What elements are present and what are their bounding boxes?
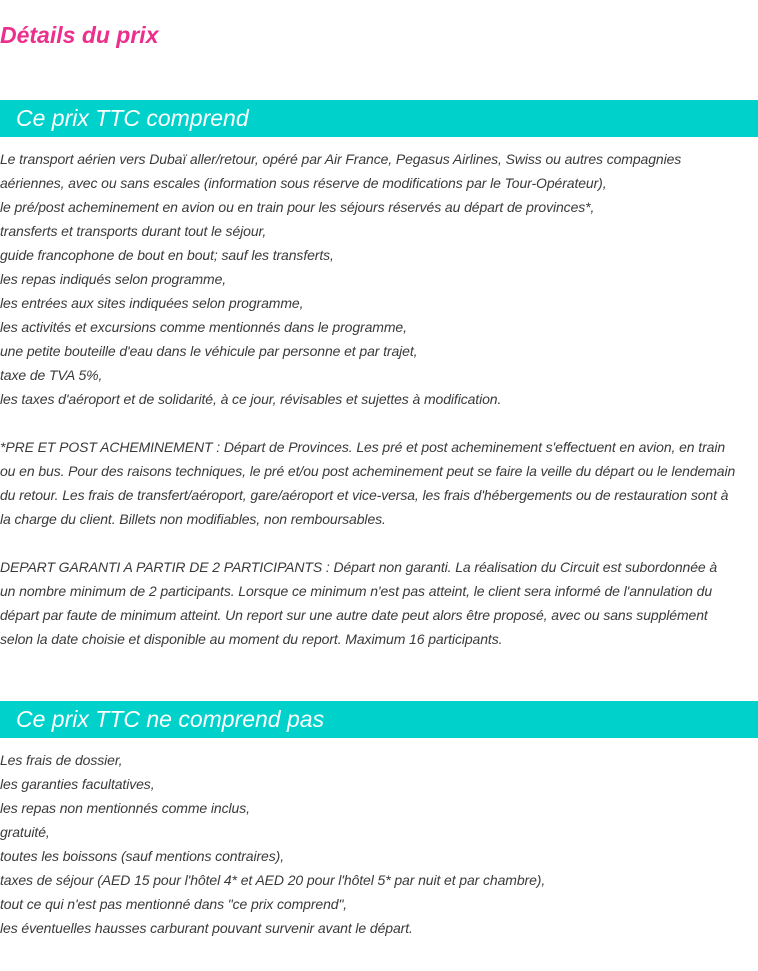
excluded-item: toutes les boissons (sauf mentions contraires),	[0, 848, 284, 864]
depart-garanti-note	[0, 555, 758, 651]
included-item: les repas indiqués selon programme,	[0, 271, 227, 287]
included-item: les entrées aux sites indiquées selon programme,	[0, 295, 304, 311]
excluded-item: les éventuelles hausses carburant pouvant survenir avant le départ.	[0, 920, 413, 936]
included-item: aériennes, avec ou sans escales (information sous réserve de modifications par le Tour-Opérateur),	[0, 175, 607, 191]
included-item: une petite bouteille d'eau dans le véhicule par personne et par trajet,	[0, 343, 418, 359]
included-section-header: Ce prix TTC comprend	[0, 100, 758, 137]
note-line: selon la date choisie et disponible au moment du report. Maximum 16 participants.	[0, 631, 503, 647]
note-line: un nombre minimum de 2 participants. Lorsque ce minimum n'est pas atteint, le client sera informé de l'annulation du	[0, 583, 713, 599]
excluded-item: taxes de séjour (AED 15 pour l'hôtel 4* et AED 20 pour l'hôtel 5* par nuit et par chambre),	[0, 872, 546, 888]
excluded-section-header: Ce prix TTC ne comprend pas	[0, 701, 758, 738]
preacheminement-note	[0, 435, 758, 531]
note-line: *PRE ET POST ACHEMINEMENT : Départ de Provinces. Les pré et post acheminement s'effectuent en avion, en train	[0, 439, 726, 455]
included-item: le pré/post acheminement en avion ou en train pour les séjours réservés au départ de provinces*,	[0, 199, 595, 215]
excluded-item: les repas non mentionnés comme inclus,	[0, 800, 250, 816]
included-item: Le transport aérien vers Dubaï aller/retour, opéré par Air France, Pegasus Airlines, Swiss ou autres compagnies	[0, 151, 682, 167]
note-line: DEPART GARANTI A PARTIR DE 2 PARTICIPANTS : Départ non garanti. La réalisation du Circuit est subordonnée à	[0, 559, 718, 575]
note-line: la charge du client. Billets non modifiables, non remboursables.	[0, 511, 386, 527]
included-list	[0, 147, 758, 411]
note-line: du retour. Les frais de transfert/aéroport, gare/aéroport et vice-versa, les frais d'hébergements ou de restauration sont à	[0, 487, 729, 503]
excluded-list	[0, 748, 758, 940]
excluded-item: gratuité,	[0, 824, 50, 840]
excluded-item: Les frais de dossier,	[0, 752, 123, 768]
included-item: les activités et excursions comme mentionnés dans le programme,	[0, 319, 407, 335]
note-line: ou en bus. Pour des raisons techniques, le pré et/ou post acheminement peut se faire la veille du départ ou le lendemain	[0, 463, 736, 479]
page-title: Détails du prix	[0, 22, 159, 48]
included-item: les taxes d'aéroport et de solidarité, à ce jour, révisables et sujettes à modification.	[0, 391, 502, 407]
included-item: taxe de TVA 5%,	[0, 367, 103, 383]
excluded-item: les garanties facultatives,	[0, 776, 155, 792]
included-item: transferts et transports durant tout le séjour,	[0, 223, 267, 239]
included-item: guide francophone de bout en bout; sauf les transferts,	[0, 247, 334, 263]
note-line: départ par faute de minimum atteint. Un report sur une autre date peut alors être proposé, avec ou sans supplément	[0, 607, 708, 623]
excluded-item: tout ce qui n'est pas mentionné dans "ce prix comprend",	[0, 896, 348, 912]
